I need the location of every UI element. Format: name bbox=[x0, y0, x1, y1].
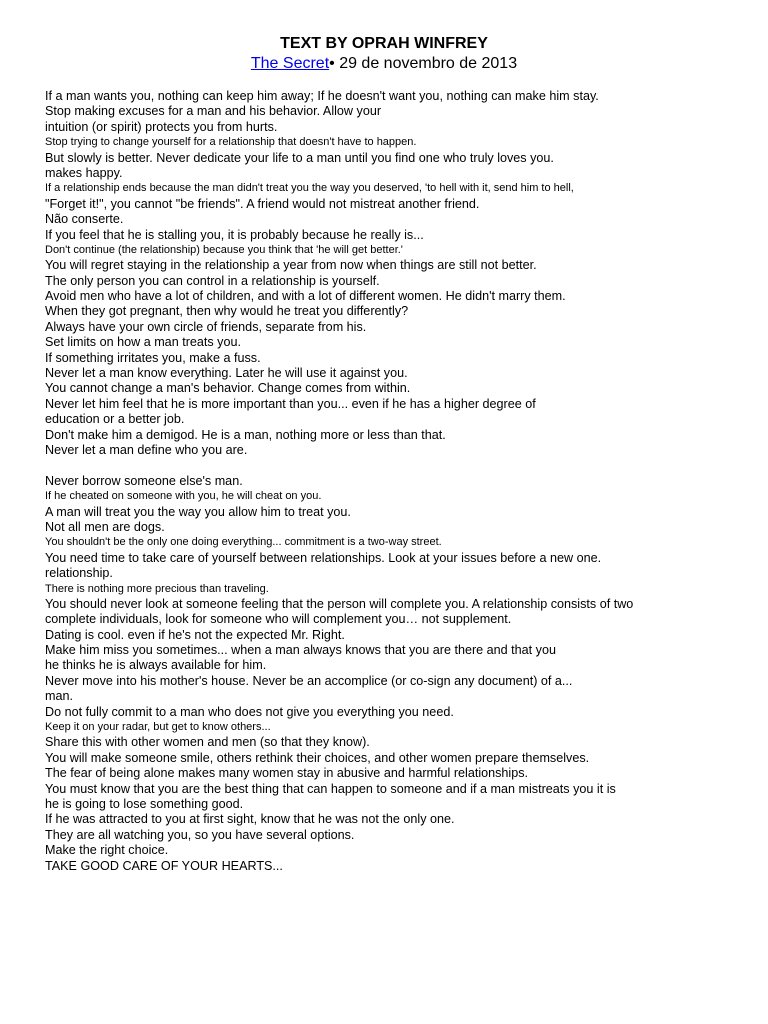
text-line: Always have your own circle of friends, separate from his. bbox=[45, 319, 367, 334]
text-line: Stop trying to change yourself for a relationship that doesn't have to happen. bbox=[45, 136, 417, 149]
text-line: man. bbox=[45, 689, 73, 704]
text-line: complete individuals, look for someone who will complement you… not supplement. bbox=[45, 612, 512, 627]
text-line: There is nothing more precious than traveling. bbox=[45, 582, 269, 595]
text-line: relationship. bbox=[45, 566, 113, 581]
page-subtitle bbox=[0, 54, 768, 73]
text-line: education or a better job. bbox=[45, 412, 185, 427]
text-line: Stop making excuses for a man and his behavior. Allow your bbox=[45, 104, 382, 119]
text-line: Never let a man define who you are. bbox=[45, 442, 248, 457]
text-line: Never let him feel that he is more important than you... even if he has a higher degree of bbox=[45, 396, 536, 411]
text-line: Don't continue (the relationship) because you think that 'he will get better.' bbox=[45, 243, 403, 256]
text-line: When they got pregnant, then why would he treat you differently? bbox=[45, 304, 409, 319]
text-line: Keep it on your radar, but get to know others... bbox=[45, 721, 271, 734]
text-line: Make him miss you sometimes... when a man always knows that you are there and that you bbox=[45, 643, 556, 658]
text-line: You will regret staying in the relationship a year from now when things are still not better. bbox=[45, 258, 537, 273]
text-line: Never move into his mother's house. Never be an accomplice (or co-sign any document) of a... bbox=[45, 673, 573, 688]
text-line: You must know that you are the best thing that can happen to someone and if a man mistreats you it is bbox=[45, 781, 616, 796]
text-line: But slowly is better. Never dedicate your life to a man until you find one who truly loves you. bbox=[45, 150, 554, 165]
text-line: If something irritates you, make a fuss. bbox=[45, 350, 261, 365]
text-line: A man will treat you the way you allow him to treat you. bbox=[45, 504, 351, 519]
text-line: You shouldn't be the only one doing everything... commitment is a two-way street. bbox=[45, 536, 442, 549]
text-line: makes happy. bbox=[45, 165, 123, 180]
text-line: They are all watching you, so you have several options. bbox=[45, 827, 355, 842]
text-line: If he was attracted to you at first sight, know that he was not the only one. bbox=[45, 812, 455, 827]
text-line: You will make someone smile, others rethink their choices, and other women prepare themselves. bbox=[45, 750, 590, 765]
text-line: intuition (or spirit) protects you from hurts. bbox=[45, 119, 278, 134]
text-line: Make the right choice. bbox=[45, 843, 169, 858]
the-secret-link[interactable]: The Secret bbox=[250, 55, 330, 72]
post-date: • 29 de novembro de 2013 bbox=[329, 55, 518, 72]
text-line: "Forget it!", you cannot "be friends". A friend would not mistreat another friend. bbox=[45, 196, 480, 211]
text-body bbox=[45, 89, 745, 874]
text-line: The only person you can control in a relationship is yourself. bbox=[45, 273, 380, 288]
page-title: TEXT BY OPRAH WINFREY bbox=[280, 35, 488, 52]
text-line: Never let a man know everything. Later he will use it against you. bbox=[45, 366, 408, 381]
text-line: he is going to lose something good. bbox=[45, 796, 244, 811]
text-line: You should never look at someone feeling that the person will complete you. A relationship consists of two bbox=[45, 596, 634, 611]
text-line: If a relationship ends because the man didn't treat you the way you deserved, 'to hell with it, send him to hell, bbox=[45, 182, 574, 195]
text-line: Dating is cool. even if he's not the expected Mr. Right. bbox=[45, 627, 345, 642]
text-line: Not all men are dogs. bbox=[45, 519, 165, 534]
text-line: Não conserte. bbox=[45, 212, 124, 227]
text-line: You cannot change a man's behavior. Change comes from within. bbox=[45, 381, 411, 396]
text-line: You need time to take care of yourself between relationships. Look at your issues before a new one. bbox=[45, 550, 602, 565]
text-line: TAKE GOOD CARE OF YOUR HEARTS... bbox=[45, 858, 283, 873]
text-line: Never borrow someone else's man. bbox=[45, 473, 243, 488]
text-line: Set limits on how a man treats you. bbox=[45, 335, 241, 350]
text-line: Share this with other women and men (so that they know). bbox=[45, 735, 370, 750]
text-line: If you feel that he is stalling you, it is probably because he really is... bbox=[45, 227, 424, 242]
text-line: he thinks he is always available for him. bbox=[45, 658, 267, 673]
text-line: If he cheated on someone with you, he will cheat on you. bbox=[45, 490, 322, 503]
text-line: Do not fully commit to a man who does not give you everything you need. bbox=[45, 704, 454, 719]
text-line: The fear of being alone makes many women stay in abusive and harmful relationships. bbox=[45, 766, 529, 781]
text-line: Don't make him a demigod. He is a man, nothing more or less than that. bbox=[45, 427, 446, 442]
text-line: If a man wants you, nothing can keep him away; If he doesn't want you, nothing can make him stay. bbox=[45, 89, 599, 103]
text-line: Avoid men who have a lot of children, and with a lot of different women. He didn't marry them. bbox=[45, 289, 566, 304]
